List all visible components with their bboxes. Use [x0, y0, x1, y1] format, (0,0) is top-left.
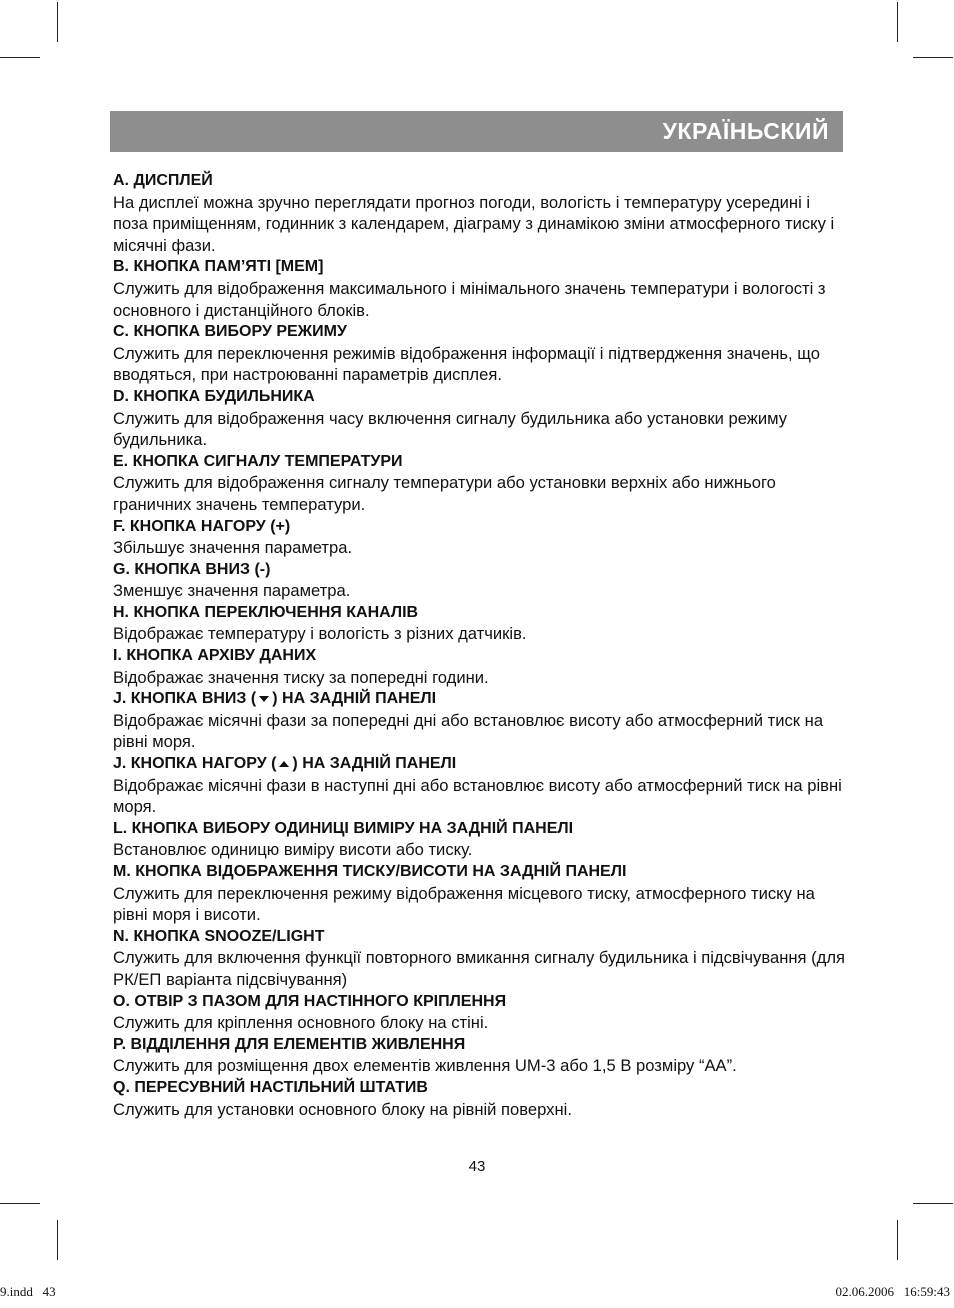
section-title-i: I. КНОПКА АРХІВУ ДАНИХ [113, 647, 317, 665]
section-title-d: D. КНОПКА БУДИЛЬНИКА [113, 387, 315, 405]
footer-timestamp: 02.06.2006 16:59:43 [835, 1284, 950, 1299]
section-title-j-up-before: J. КНОПКА НАГОРУ ( [113, 755, 277, 773]
crop-mark-bottom-right-h [913, 1203, 953, 1204]
language-header-bar [110, 111, 843, 152]
crop-mark-top-right-h [913, 57, 953, 58]
section-text-f: Збільшує значення параметра. [113, 538, 353, 558]
section-title-f: F. КНОПКА НАГОРУ (+) [113, 517, 291, 535]
section-title-j-up [113, 753, 848, 775]
arrow-down-icon [259, 696, 269, 702]
section-text-l: Встановлює одиницю виміру висоти або тиску. [113, 840, 473, 860]
crop-mark-top-left-h [0, 57, 40, 58]
section-title-b: B. КНОПКА ПАМ’ЯТІ [MEM] [113, 258, 324, 276]
section-text-h: Відображає температуру і вологість з різних датчиків. [113, 624, 527, 644]
section-title-l: L. КНОПКА ВИБОРУ ОДИНИЦІ ВИМІРУ НА ЗАДНІЙ ПАНЕЛІ [113, 819, 574, 837]
section-text-a: На дисплеї можна зручно переглядати прогноз погоди, вологість і температуру усередині і поза приміщенням, годинник з календарем, діаграму з динамікою зміни атмосферного тиску і місячні фази. [113, 192, 835, 255]
section-title-h: H. КНОПКА ПЕРЕКЛЮЧЕННЯ КАНАЛІВ [113, 603, 419, 621]
page-number: 43 [468, 1158, 486, 1175]
crop-mark-bottom-left-h [0, 1203, 40, 1204]
section-title-j-up-after: ) НА ЗАДНІЙ ПАНЕЛІ [292, 755, 457, 773]
manual-content [113, 170, 848, 1120]
section-text-g: Зменшує значення параметра. [113, 581, 351, 601]
section-text-i: Відображає значення тиску за попередні години. [113, 667, 489, 687]
language-title: УКРАЇНЬСКИЙ [662, 118, 829, 144]
section-title-q: Q. ПЕРЕСУВНИЙ НАСТІЛЬНИЙ ШТАТИВ [113, 1078, 428, 1096]
section-text-q: Служить для установки основного блоку на рівній поверхні. [113, 1099, 572, 1119]
crop-mark-top-right-v [897, 2, 898, 42]
section-text-p: Служить для розміщення двох елементів живлення UM-3 або 1,5 В розміру “AA”. [113, 1056, 737, 1076]
section-title-j-down [113, 688, 848, 710]
section-text-d: Служить для відображення часу включення сигналу будильника або установки режиму будильника. [113, 408, 788, 450]
arrow-up-icon [279, 761, 289, 767]
section-title-j-down-after: ) НА ЗАДНІЙ ПАНЕЛІ [272, 690, 437, 708]
section-title-j-down-before: J. КНОПКА ВНИЗ ( [113, 690, 257, 708]
section-title-e: E. КНОПКА СИГНАЛУ ТЕМПЕРАТУРИ [113, 452, 403, 470]
section-title-n: N. КНОПКА SNOOZE/LIGHT [113, 927, 325, 945]
section-text-b: Служить для відображення максимального і мінімального значень температури і вологості з основного і дистанційного блоків. [113, 278, 826, 320]
crop-mark-bottom-left-v [57, 1220, 58, 1260]
section-text-e: Служить для відображення сигналу температури або установки верхніх або нижнього граничних значень температури. [113, 473, 776, 514]
section-title-c: C. КНОПКА ВИБОРУ РЕЖИМУ [113, 323, 347, 341]
section-title-g: G. КНОПКА ВНИЗ (-) [113, 560, 271, 578]
crop-mark-bottom-right-v [897, 1220, 898, 1260]
section-text-j-down: Відображає місячні фази за попередні дні або встановлює висоту або атмосферний тиск на рівні моря. [113, 710, 824, 752]
section-text-o: Служить для кріплення основного блоку на стіні. [113, 1013, 489, 1033]
section-title-o: O. ОТВІР З ПАЗОМ ДЛЯ НАСТІННОГО КРІПЛЕННЯ [113, 992, 507, 1010]
section-text-j-up: Відображає місячні фази в наступні дні або встановлює висоту або атмосферний тиск на рівні моря. [113, 775, 842, 817]
crop-mark-top-left-v [57, 2, 58, 42]
section-text-c: Служить для переключення режимів відображення інформації і підтвердження значень, що вводяться, при настроюванні параметрів дисплея. [113, 343, 820, 385]
section-title-m: M. КНОПКА ВІДОБРАЖЕННЯ ТИСКУ/ВИСОТИ НА ЗАДНІЙ ПАНЕЛІ [113, 863, 627, 880]
footer-file-slug: 9.indd 43 [0, 1284, 56, 1299]
section-title-p: P. ВІДДІЛЕННЯ ДЛЯ ЕЛЕМЕНТІВ ЖИВЛЕННЯ [113, 1035, 466, 1053]
section-text-n: Служить для включення функції повторного вмикання сигналу будильника і підсвічування (для РК/ЕП варіанта підсвічування) [113, 948, 846, 989]
section-text-m: Служить для переключення режиму відображення місцевого тиску, атмосферного тиску на рівні моря і висоти. [113, 883, 815, 925]
section-title-a: A. ДИСПЛЕЙ [113, 172, 213, 189]
